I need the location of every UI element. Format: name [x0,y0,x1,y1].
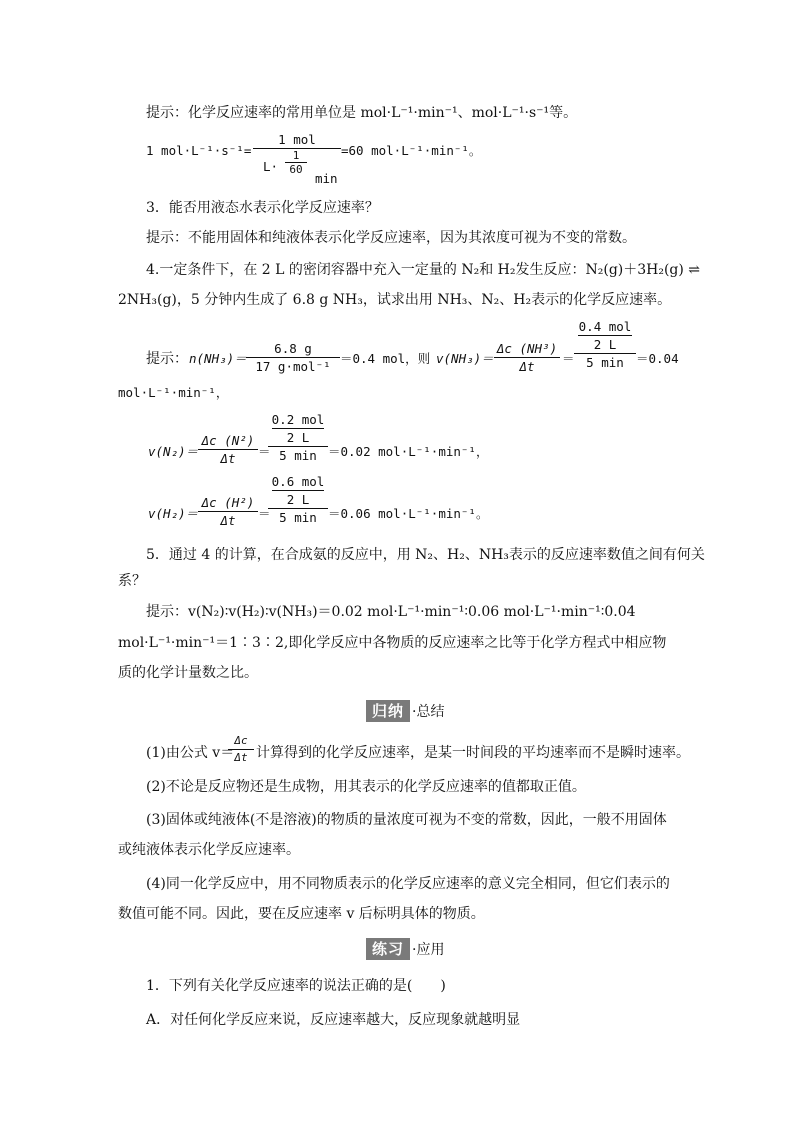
unit-conversion-lhs: 1 mol·L⁻¹·s⁻¹= [146,143,252,158]
hint-unit-line: 提示：化学反应速率的常用单位是 mol·L⁻¹·min⁻¹、mol·L⁻¹·s⁻¹等。 [146,105,578,121]
unit-conversion-fraction [253,131,341,185]
nested-fraction: 1 60 [285,149,307,176]
hint-label: 提示： [146,351,188,367]
question-5-line1: 5．通过 4 的计算，在合成氨的反应中，用 N₂、H₂、NH₃表示的反应速率数值之间有何关 [146,547,705,563]
rate-n2-lhs: v(N₂)＝ [148,444,199,459]
practice-option-a: A．对任何化学反应来说，反应速率越大，反应现象就越明显 [146,1012,521,1028]
unit-conversion-rhs: =60 mol·L⁻¹·min⁻¹。 [341,143,482,158]
rate-h2-delta-fraction: Δc (H²) Δt [198,494,258,529]
summary-point-3a: (3)固体或纯液体(不是溶液)的物质的量浓度可视为不变的常数，因此，一般不用固体 [146,812,667,828]
moles-fraction: 6.8 g 17 g·mol⁻¹ [246,340,340,375]
practice-badge-sub: ·应用 [412,942,445,958]
moles-lhs: n(NH₃)＝ [189,351,247,366]
summary-badge: 归纳 [366,700,410,722]
summary-point-3b: 或纯液体表示化学反应速率。 [118,842,300,858]
rate-nh3-lhs: v(NH₃)＝ [436,351,494,366]
question-5-hint-line1: 提示：v(N₂)∶v(H₂)∶v(NH₃)＝0.02 mol·L⁻¹·min⁻¹∶0.06 mol·L⁻¹·min⁻¹∶0.04 [146,604,636,620]
fraction-numerator: 1 mol [278,132,316,147]
rate-nh3-value-fraction: 0.4 mol 2 L 5 min [574,318,636,371]
question-3: 3．能否用液态水表示化学反应速率？ [146,200,379,216]
question-4-line1: 4.一定条件下，在 2 L 的密闭容器中充入一定量的 N₂和 H₂发生反应：N₂(g)＋3H₂(g) ⇌ [146,262,701,278]
question-5-hint-line3: 质的化学计量数之比。 [118,665,258,681]
summary-point-1-pre: (1)由公式 v＝ [146,745,235,761]
rate-h2-value-fraction: 0.6 mol 2 L 5 min [268,473,328,526]
fraction-denominator: L· 1 60 min [263,149,338,186]
rate-n2-value-fraction: 0.2 mol 2 L 5 min [268,411,328,464]
rate-h2-lhs: v(H₂)＝ [148,506,199,521]
formula-fraction: Δc Δt [228,733,254,766]
question-4-line2: 2NH₃(g)，5 分钟内生成了 6.8 g NH₃，试求出用 NH₃、N₂、H₂表示的化学反应速率。 [118,292,672,308]
summary-point-1-post: 计算得到的化学反应速率，是某一时间段的平均速率而不是瞬时速率。 [256,745,690,761]
summary-heading [366,700,444,722]
practice-heading [366,938,444,960]
rate-nh3-unit: mol·L⁻¹·min⁻¹， [118,385,229,400]
question-5-hint-line2: mol·L⁻¹·min⁻¹＝1∶3∶2,即化学反应中各物质的反应速率之比等于化学方程式中相应物 [118,635,667,651]
summary-point-4a: (4)同一化学反应中，用不同物质表示的化学反应速率的意义完全相同，但它们表示的 [146,876,670,892]
rate-n2-rhs: ＝0.02 mol·L⁻¹·min⁻¹， [328,444,489,459]
summary-badge-sub: ·总结 [412,704,445,720]
question-5-line2: 系？ [118,573,146,589]
question-3-hint: 提示：不能用固体和纯液体表示化学反应速率，因为其浓度可视为不变的常数。 [146,230,636,246]
rate-nh3-delta-fraction: Δc (NH³) Δt [494,340,560,375]
summary-point-2: (2)不论是反应物还是生成物，用其表示的化学反应速率的值都取正值。 [146,779,586,795]
practice-badge: 练习 [366,938,410,960]
rate-h2-rhs: ＝0.06 mol·L⁻¹·min⁻¹。 [328,506,489,521]
practice-question-1: 1．下列有关化学反应速率的说法正确的是( ) [146,978,446,994]
rate-n2-delta-fraction: Δc (N²) Δt [198,432,258,467]
summary-point-4b: 数值可能不同。因此，要在反应速率 v 后标明具体的物质。 [118,906,485,922]
rate-nh3-rhs: ＝0.04 [636,351,679,366]
moles-rhs: ＝0.4 mol，则 [340,351,431,366]
